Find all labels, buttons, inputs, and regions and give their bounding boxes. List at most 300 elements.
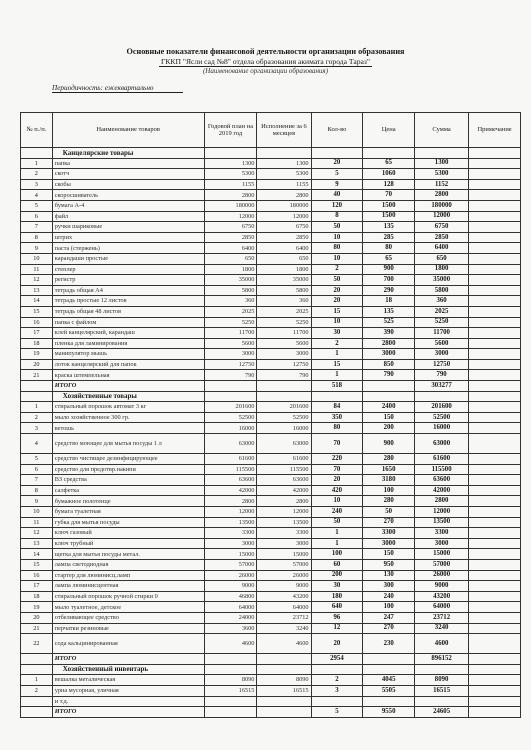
exec-value: 2025 — [257, 306, 311, 317]
col-name: Наименование товаров — [52, 113, 204, 148]
plan-value: 12750 — [204, 359, 257, 370]
table-row — [21, 475, 521, 486]
price-value: 135 — [363, 306, 415, 317]
sum-value: 3240 — [415, 623, 469, 634]
item-name: клей канцелярский, карандаш — [52, 328, 204, 339]
sum-value: 5600 — [415, 338, 469, 349]
price-value: 525 — [363, 317, 415, 328]
price-value: 100 — [363, 485, 415, 496]
row-number: 2 — [21, 685, 53, 696]
qty-value: 80 — [311, 423, 363, 434]
exec-value: 1300 — [257, 158, 311, 169]
total-label: ИТОГО — [52, 707, 204, 718]
col-exec: Исполнение за 6 месяцев — [257, 113, 311, 148]
row-number: 6 — [21, 211, 53, 222]
qty-value: 100 — [311, 549, 363, 560]
exec-value: 12000 — [257, 507, 311, 518]
plan-value: 3000 — [204, 349, 257, 360]
item-name: тетрадь общая А4 — [52, 285, 204, 296]
plan-value: 16000 — [204, 423, 257, 434]
table-row — [21, 412, 521, 423]
section-header-row — [21, 664, 521, 675]
item-name: ручки шариковые — [52, 222, 204, 233]
row-number: 4 — [21, 190, 53, 201]
plan-value: 5250 — [204, 317, 257, 328]
qty-value: 30 — [311, 328, 363, 339]
document-title: Основные показатели финансовой деятельности организации образования — [126, 47, 405, 56]
sum-value: 12000 — [415, 211, 469, 222]
price-value: 300 — [363, 581, 415, 592]
note-cell — [469, 264, 521, 275]
table-row — [21, 264, 521, 275]
price-value: 1500 — [363, 200, 415, 211]
sum-value: 11700 — [415, 328, 469, 339]
note-cell — [469, 612, 521, 623]
item-name: средство для предотвр.накипи — [52, 464, 204, 475]
exec-value: 11700 — [257, 328, 311, 339]
note-cell — [469, 507, 521, 518]
table-row — [21, 370, 521, 381]
qty-value: 420 — [311, 485, 363, 496]
sum-value: 1152 — [415, 179, 469, 190]
qty-value: 40 — [311, 190, 363, 201]
plan-value: 35000 — [204, 275, 257, 286]
qty-value: 84 — [311, 402, 363, 413]
row-number: 3 — [21, 423, 53, 434]
exec-value — [257, 696, 311, 707]
total-qty: 5 — [311, 707, 363, 718]
table-row — [21, 328, 521, 339]
item-name: отбеливающее средство — [52, 612, 204, 623]
note-cell — [469, 696, 521, 707]
sum-value: 3000 — [415, 349, 469, 360]
item-name: салфетка — [52, 485, 204, 496]
exec-value: 12000 — [257, 211, 311, 222]
item-name: лампа светодиодная — [52, 559, 204, 570]
item-name: и т.д. — [52, 696, 204, 707]
sum-value: 6400 — [415, 243, 469, 254]
price-value: 1500 — [363, 211, 415, 222]
exec-value: 5800 — [257, 285, 311, 296]
exec-value: 57000 — [257, 559, 311, 570]
plan-value: 5300 — [204, 169, 257, 180]
section-title: Хозяйственный инвентарь — [52, 664, 204, 675]
price-value: 2400 — [363, 402, 415, 413]
table-row — [21, 402, 521, 413]
exec-value: 5300 — [257, 169, 311, 180]
sum-value: 42000 — [415, 485, 469, 496]
note-cell — [469, 253, 521, 264]
sum-value: 5800 — [415, 285, 469, 296]
item-name: скотч — [52, 169, 204, 180]
price-value: 700 — [363, 275, 415, 286]
sum-value: 1800 — [415, 264, 469, 275]
row-number: 19 — [21, 602, 53, 613]
table-row — [21, 675, 521, 686]
plan-value: 360 — [204, 296, 257, 307]
note-cell — [469, 179, 521, 190]
plan-value: 6750 — [204, 222, 257, 233]
item-name: ветошь — [52, 423, 204, 434]
item-name: пленка для ламинирования — [52, 338, 204, 349]
note-cell — [469, 200, 521, 211]
plan-value: 115500 — [204, 464, 257, 475]
section-title: Канцелярские товары — [52, 148, 204, 159]
table-row — [21, 559, 521, 570]
exec-value: 13500 — [257, 517, 311, 528]
price-value: 5505 — [363, 685, 415, 696]
total-price: 9550 — [363, 707, 415, 718]
section-title: Хозяйственные товары — [52, 391, 204, 402]
exec-value: 9000 — [257, 581, 311, 592]
exec-value: 2800 — [257, 496, 311, 507]
row-number: 15 — [21, 559, 53, 570]
exec-value: 2800 — [257, 190, 311, 201]
price-value: 230 — [363, 634, 415, 654]
note-cell — [469, 602, 521, 613]
price-value: 65 — [363, 158, 415, 169]
exec-value: 3000 — [257, 538, 311, 549]
exec-value: 790 — [257, 370, 311, 381]
exec-value: 3000 — [257, 349, 311, 360]
table-row — [21, 275, 521, 286]
exec-value: 16515 — [257, 685, 311, 696]
plan-value: 1800 — [204, 264, 257, 275]
row-number: 7 — [21, 475, 53, 486]
item-name: ключ трубный — [52, 538, 204, 549]
exec-value: 6750 — [257, 222, 311, 233]
exec-value: 64000 — [257, 602, 311, 613]
price-value: 3000 — [363, 538, 415, 549]
qty-value: 50 — [311, 517, 363, 528]
qty-value: 5 — [311, 169, 363, 180]
exec-value: 43200 — [257, 591, 311, 602]
plan-value: 650 — [204, 253, 257, 264]
plan-value: 63600 — [204, 475, 257, 486]
note-cell — [469, 296, 521, 307]
exec-value: 16000 — [257, 423, 311, 434]
note-cell — [469, 306, 521, 317]
table-row — [21, 190, 521, 201]
note-cell — [469, 211, 521, 222]
price-value: 280 — [363, 454, 415, 465]
note-cell — [469, 402, 521, 413]
plan-value: 3600 — [204, 623, 257, 634]
plan-value: 15000 — [204, 549, 257, 560]
qty-value: 50 — [311, 275, 363, 286]
item-name: сода кальцинированная — [52, 634, 204, 654]
qty-value: 70 — [311, 434, 363, 454]
sum-value: 63000 — [415, 434, 469, 454]
table-row — [21, 306, 521, 317]
table-row — [21, 454, 521, 465]
plan-value: 61600 — [204, 454, 257, 465]
sum-value: 3000 — [415, 538, 469, 549]
table-row — [21, 634, 521, 654]
price-value: 65 — [363, 253, 415, 264]
table-row — [21, 200, 521, 211]
note-cell — [469, 169, 521, 180]
price-value: 290 — [363, 285, 415, 296]
plan-value: 2025 — [204, 306, 257, 317]
exec-value: 52500 — [257, 412, 311, 423]
note-cell — [469, 634, 521, 654]
exec-value: 61600 — [257, 454, 311, 465]
sum-value: 201600 — [415, 402, 469, 413]
table-row — [21, 211, 521, 222]
item-name: мыло туалетное, детское — [52, 602, 204, 613]
qty-value: 70 — [311, 464, 363, 475]
qty-value: 60 — [311, 559, 363, 570]
periodicity: Периодичность: ежеквартально — [52, 84, 183, 92]
plan-value — [204, 696, 257, 707]
table-row — [21, 285, 521, 296]
row-number: 2 — [21, 412, 53, 423]
sum-value: 360 — [415, 296, 469, 307]
note-cell — [469, 222, 521, 233]
financial-table — [20, 112, 521, 718]
item-name: краска штемпельная — [52, 370, 204, 381]
row-number: 15 — [21, 306, 53, 317]
sum-value: 57000 — [415, 559, 469, 570]
sum-value: 650 — [415, 253, 469, 264]
sum-value: 13500 — [415, 517, 469, 528]
row-number: 16 — [21, 317, 53, 328]
row-number: 17 — [21, 328, 53, 339]
item-name: вешалка металическая — [52, 675, 204, 686]
price-value: 240 — [363, 591, 415, 602]
price-value: 900 — [363, 264, 415, 275]
sum-value: 790 — [415, 370, 469, 381]
row-number: 22 — [21, 634, 53, 654]
exec-value: 12750 — [257, 359, 311, 370]
table-row — [21, 591, 521, 602]
note-cell — [469, 285, 521, 296]
sum-value: 9000 — [415, 581, 469, 592]
exec-value: 650 — [257, 253, 311, 264]
sum-value: 3300 — [415, 528, 469, 539]
price-value: 270 — [363, 517, 415, 528]
table-row — [21, 296, 521, 307]
section-header-row — [21, 391, 521, 402]
section-header-row — [21, 148, 521, 159]
sum-value: 115500 — [415, 464, 469, 475]
note-cell — [469, 370, 521, 381]
sum-value: 43200 — [415, 591, 469, 602]
table-row — [21, 169, 521, 180]
price-value: 285 — [363, 232, 415, 243]
sum-value: 2800 — [415, 190, 469, 201]
table-row — [21, 517, 521, 528]
exec-value: 35000 — [257, 275, 311, 286]
row-number: 12 — [21, 275, 53, 286]
price-value: 790 — [363, 370, 415, 381]
total-row — [21, 654, 521, 665]
plan-value: 5800 — [204, 285, 257, 296]
note-cell — [469, 475, 521, 486]
price-value: 4045 — [363, 675, 415, 686]
item-name: бумажное полотенце — [52, 496, 204, 507]
item-name: регистр — [52, 275, 204, 286]
total-sum: 896152 — [415, 654, 469, 665]
qty-value: 10 — [311, 253, 363, 264]
qty-value: 640 — [311, 602, 363, 613]
item-name: лампа люминисцентная — [52, 581, 204, 592]
sum-value: 63600 — [415, 475, 469, 486]
qty-value: 10 — [311, 232, 363, 243]
price-value: 3180 — [363, 475, 415, 486]
price-value: 270 — [363, 623, 415, 634]
table-row — [21, 696, 521, 707]
price-value: 280 — [363, 496, 415, 507]
note-cell — [469, 328, 521, 339]
row-number: 11 — [21, 264, 53, 275]
table-row — [21, 496, 521, 507]
col-sum: Сумма — [415, 113, 469, 148]
table-header-row — [21, 113, 521, 148]
exec-value: 23712 — [257, 612, 311, 623]
row-number: 5 — [21, 200, 53, 211]
plan-value: 2800 — [204, 496, 257, 507]
col-qty: Кол-во — [311, 113, 363, 148]
table-row — [21, 222, 521, 233]
price-value: 1650 — [363, 464, 415, 475]
note-cell — [469, 581, 521, 592]
item-name: бумага А-4 — [52, 200, 204, 211]
item-name: манипулятор мышь — [52, 349, 204, 360]
note-cell — [469, 591, 521, 602]
qty-value: 2 — [311, 675, 363, 686]
row-number: 5 — [21, 454, 53, 465]
price-value: 2800 — [363, 338, 415, 349]
plan-value: 46800 — [204, 591, 257, 602]
row-number: 13 — [21, 285, 53, 296]
organization-name: ГККП "Ясли сад №8" отдела образования акимата города Тараз" — [160, 57, 371, 66]
qty-value: 12 — [311, 623, 363, 634]
col-note: Примечание — [469, 113, 521, 148]
item-name: штрих — [52, 232, 204, 243]
table-row — [21, 623, 521, 634]
price-value: 18 — [363, 296, 415, 307]
note-cell — [469, 232, 521, 243]
item-name: степлер — [52, 264, 204, 275]
total-sum: 303277 — [415, 381, 469, 392]
note-cell — [469, 434, 521, 454]
sum-value: 61600 — [415, 454, 469, 465]
qty-value: 220 — [311, 454, 363, 465]
item-name: стиральный порошок автомат 3 кг — [52, 402, 204, 413]
price-value: 900 — [363, 434, 415, 454]
table-row — [21, 317, 521, 328]
sum-value: 5300 — [415, 169, 469, 180]
row-number: 9 — [21, 496, 53, 507]
note-cell — [469, 675, 521, 686]
price-value: 200 — [363, 423, 415, 434]
table-row — [21, 179, 521, 190]
row-number: 14 — [21, 296, 53, 307]
plan-value: 201600 — [204, 402, 257, 413]
item-name: перчатки резиновые — [52, 623, 204, 634]
plan-value: 9000 — [204, 581, 257, 592]
item-name: средство моющее для мытья посуды 1 л — [52, 434, 204, 454]
total-price — [363, 654, 415, 665]
qty-value: 20 — [311, 296, 363, 307]
qty-value: 2 — [311, 338, 363, 349]
row-number: 2 — [21, 169, 53, 180]
row-number: 8 — [21, 485, 53, 496]
row-number: 12 — [21, 528, 53, 539]
exec-value: 8090 — [257, 675, 311, 686]
qty-value: 50 — [311, 222, 363, 233]
sum-value: 5250 — [415, 317, 469, 328]
price-value: 70 — [363, 190, 415, 201]
row-number: 1 — [21, 675, 53, 686]
exec-value: 6400 — [257, 243, 311, 254]
note-cell — [469, 317, 521, 328]
plan-value: 5600 — [204, 338, 257, 349]
price-value: 390 — [363, 328, 415, 339]
table-row — [21, 253, 521, 264]
price-value: 850 — [363, 359, 415, 370]
row-number — [21, 696, 53, 707]
qty-value: 80 — [311, 243, 363, 254]
exec-value: 180000 — [257, 200, 311, 211]
total-qty: 518 — [311, 381, 363, 392]
plan-value: 4600 — [204, 634, 257, 654]
row-number: 20 — [21, 612, 53, 623]
table-row — [21, 464, 521, 475]
sum-value: 52500 — [415, 412, 469, 423]
price-value: 150 — [363, 412, 415, 423]
item-name: лоток канцелярский для папок — [52, 359, 204, 370]
qty-value: 20 — [311, 475, 363, 486]
item-name: тетрадь простые 12 листов — [52, 296, 204, 307]
plan-value: 2800 — [204, 190, 257, 201]
table-row — [21, 528, 521, 539]
item-name: ВЗ средства — [52, 475, 204, 486]
item-name: паста (стержень) — [52, 243, 204, 254]
price-value: 135 — [363, 222, 415, 233]
total-sum: 24605 — [415, 707, 469, 718]
item-name: файл — [52, 211, 204, 222]
table-row — [21, 243, 521, 254]
table-row — [21, 349, 521, 360]
qty-value: 200 — [311, 570, 363, 581]
table-row — [21, 434, 521, 454]
exec-value: 63600 — [257, 475, 311, 486]
note-cell — [469, 412, 521, 423]
qty-value: 20 — [311, 285, 363, 296]
price-value: 80 — [363, 243, 415, 254]
row-number: 9 — [21, 243, 53, 254]
plan-value: 3000 — [204, 538, 257, 549]
table-row — [21, 158, 521, 169]
note-cell — [469, 538, 521, 549]
plan-value: 180000 — [204, 200, 257, 211]
item-name: ключ газовый — [52, 528, 204, 539]
plan-value: 12000 — [204, 211, 257, 222]
row-number: 10 — [21, 253, 53, 264]
note-cell — [469, 464, 521, 475]
note-cell — [469, 359, 521, 370]
qty-value: 180 — [311, 591, 363, 602]
table-row — [21, 602, 521, 613]
sum-value: 15000 — [415, 549, 469, 560]
plan-value: 8090 — [204, 675, 257, 686]
row-number: 11 — [21, 517, 53, 528]
sum-value: 16515 — [415, 685, 469, 696]
item-name: карандаши простые — [52, 253, 204, 264]
